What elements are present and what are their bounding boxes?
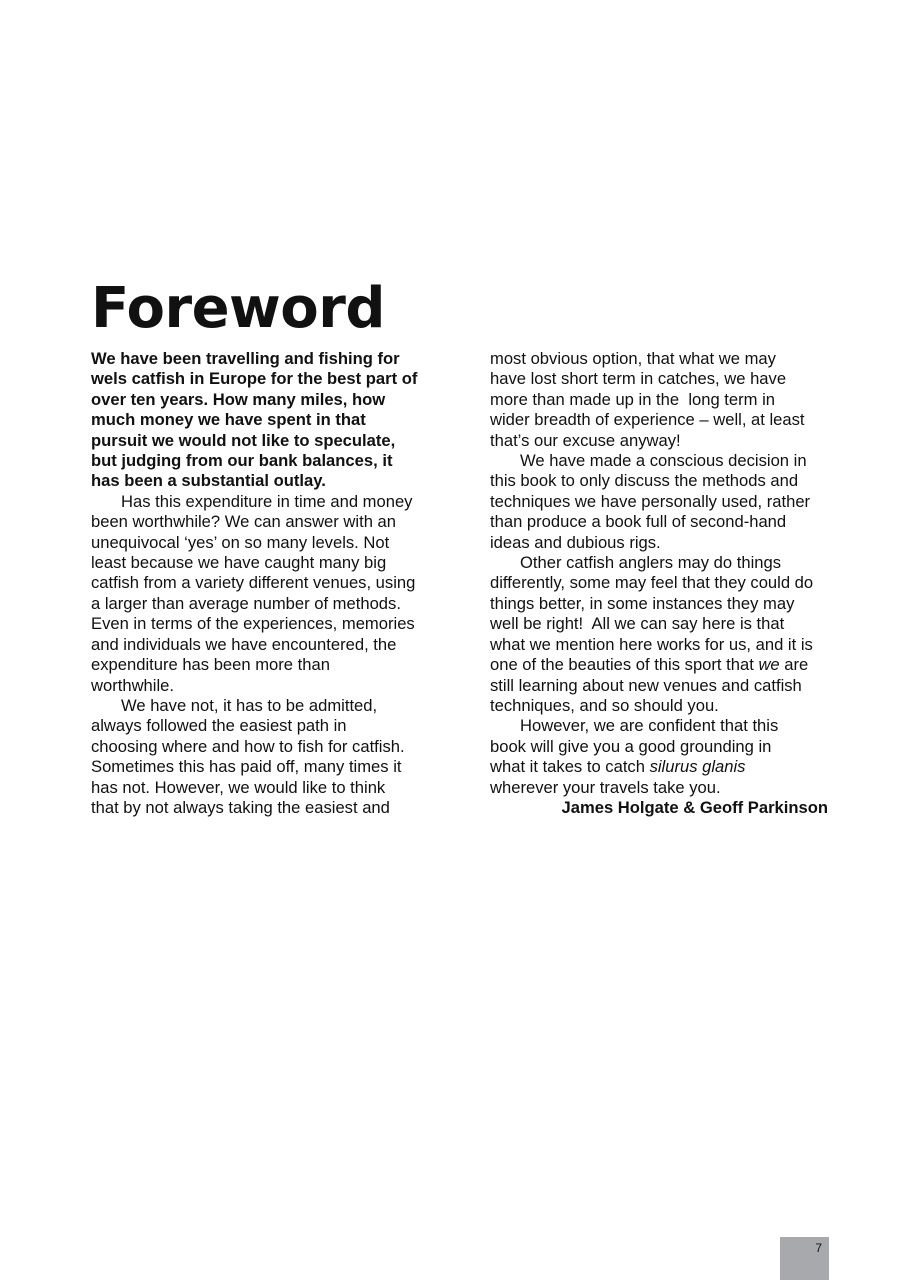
text-line: more than made up in the long term in <box>490 389 776 409</box>
text-line: that by not always taking the easiest and <box>91 797 390 817</box>
text-run: one of the beauties of this sport that <box>490 655 759 675</box>
text-line: than produce a book full of second-hand <box>490 512 787 532</box>
emphasis: we <box>758 655 780 675</box>
page-number: 7 <box>815 1241 822 1255</box>
paragraph <box>91 492 436 696</box>
text-line: this book to only discuss the methods and <box>490 471 799 491</box>
text-line: a larger than average number of methods. <box>91 593 401 613</box>
page-title: Foreword <box>91 276 385 341</box>
text-line: techniques, and so should you. <box>490 695 719 715</box>
text-line: most obvious option, that what we may <box>490 349 776 368</box>
text-line: We have not, it has to be admitted, <box>121 695 378 715</box>
text-line: much money we have spent in that <box>91 410 366 430</box>
text-line: well be right! All we can say here is that <box>490 614 785 634</box>
text-line: that’s our excuse anyway! <box>490 430 681 450</box>
text-line: always followed the easiest path in <box>91 716 347 736</box>
text-line: Even in terms of the experiences, memories <box>91 614 415 634</box>
paragraph <box>490 553 835 716</box>
text-line: wider breadth of experience – well, at least <box>490 410 805 430</box>
right-column <box>490 349 835 818</box>
text-line: Has this expenditure in time and money <box>121 491 413 511</box>
text-line: techniques we have personally used, rather <box>490 491 811 511</box>
page-number-tab <box>780 1237 829 1280</box>
text-line: what we mention here works for us, and it is <box>490 634 813 654</box>
text-line: but judging from our bank balances, it <box>91 451 393 471</box>
text-line <box>490 757 835 777</box>
text-line: However, we are confident that this <box>520 716 779 736</box>
text-line: been worthwhile? We can answer with an <box>91 512 396 532</box>
left-column <box>91 349 436 818</box>
text-line: unequivocal ‘yes’ on so many levels. Not <box>91 532 390 552</box>
text-line: Sometimes this has paid off, many times it <box>91 757 402 777</box>
species-name: silurus glanis <box>649 757 746 777</box>
text-line: Other catfish anglers may do things <box>520 553 782 573</box>
text-line: We have made a conscious decision in <box>520 451 807 471</box>
paragraph <box>91 696 436 818</box>
author-signature: James Holgate & Geoff Parkinson <box>561 797 828 817</box>
text-line <box>490 655 835 675</box>
text-line: expenditure has been more than <box>91 655 330 675</box>
text-line: wherever your travels take you. <box>490 777 721 797</box>
text-line: things better, in some instances they may <box>490 593 795 613</box>
text-line: ideas and dubious rigs. <box>490 532 661 552</box>
text-line: wels catfish in Europe for the best part of <box>91 369 418 389</box>
text-line: We have been travelling and fishing for <box>91 349 400 368</box>
text-line: have lost short term in catches, we have <box>490 369 787 389</box>
paragraph-continued <box>490 349 835 451</box>
text-line: pursuit we would not like to speculate, <box>91 430 396 450</box>
text-line: worthwhile. <box>91 675 175 695</box>
text-line: has been a substantial outlay. <box>91 471 326 491</box>
paragraph <box>490 451 835 553</box>
text-line: and individuals we have encountered, the <box>91 634 397 654</box>
text-line: differently, some may feel that they could do <box>490 573 814 593</box>
text-line: over ten years. How many miles, how <box>91 389 386 409</box>
paragraph <box>490 716 835 798</box>
text-line: least because we have caught many big <box>91 553 387 573</box>
intro-paragraph <box>91 349 436 492</box>
text-run: are <box>779 655 809 675</box>
text-line: has not. However, we would like to think <box>91 777 386 797</box>
text-run: what it takes to catch <box>490 757 650 777</box>
text-line: still learning about new venues and catfish <box>490 675 802 695</box>
text-line: choosing where and how to fish for catfish. <box>91 736 405 756</box>
text-line: catfish from a variety different venues, using <box>91 573 416 593</box>
text-line: book will give you a good grounding in <box>490 736 772 756</box>
